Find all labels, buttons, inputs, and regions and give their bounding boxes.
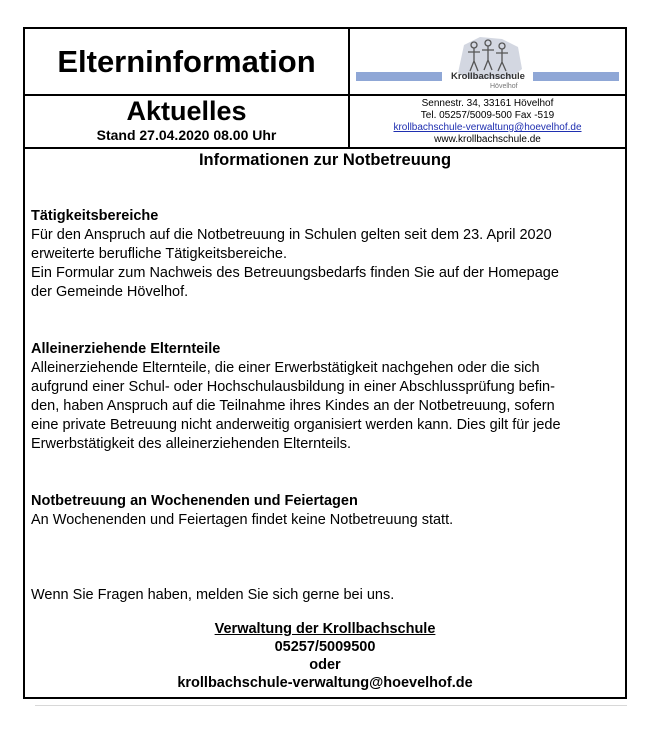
footer-org: Verwaltung der Krollbachschule: [214, 621, 436, 637]
address-email-link[interactable]: krollbachschule-verwaltung@hoevelhof.de: [393, 122, 582, 133]
closing-text: Wenn Sie Fragen haben, melden Sie sich gerne bei uns.: [31, 587, 395, 603]
footer-or: oder: [309, 657, 341, 673]
school-logo: [350, 29, 625, 94]
logo-bar-left: [356, 72, 442, 81]
section-line: der Gemeinde Hövelhof.: [31, 284, 189, 300]
address-block: [350, 98, 625, 146]
section-line: Für den Anspruch auf die Notbetreuung in Schulen gelten seit dem 23. April 2020: [31, 227, 552, 243]
section-line: eine private Betreuung nicht anderweitig organisiert werden kann. Dies gilt für jede: [31, 417, 561, 433]
section-taetigkeitsbereiche: [31, 207, 619, 302]
section-line: erweiterte berufliche Tätigkeitsbereiche.: [31, 246, 288, 262]
address-phone: Tel. 05257/5009-500 Fax -519: [420, 110, 555, 121]
document-sheet: [23, 27, 627, 699]
logo-name: Krollbachschule: [451, 71, 525, 82]
footer-email[interactable]: krollbachschule-verwaltung@hoevelhof.de: [177, 675, 473, 691]
section-wochenenden: [31, 492, 619, 530]
section-title: Tätigkeitsbereiche: [31, 208, 159, 224]
address-street: Sennestr. 34, 33161 Hövelhof: [421, 98, 554, 109]
header-divider-bottom: [25, 147, 625, 149]
date-stamp: Stand 27.04.2020 08.00 Uhr: [96, 127, 277, 143]
section-line: Ein Formular zum Nachweis des Betreuungsbedarfs finden Sie auf der Homepage: [31, 265, 559, 281]
section-line: den, haben Anspruch auf die Teilnahme ihres Kindes an der Notbetreuung, sofern: [31, 398, 555, 414]
section-line: aufgrund einer Schul- oder Hochschulausbildung in einer Abschlussprüfung befin-: [31, 379, 555, 395]
logo-subtitle: Hövelhof: [490, 83, 518, 90]
section-line: An Wochenenden und Feiertagen findet keine Notbetreuung statt.: [31, 512, 454, 528]
heading-block: [25, 96, 348, 147]
section-line: Erwerbstätigkeit des alleinerziehenden Elternteils.: [31, 436, 351, 452]
section-alleinerziehende: [31, 340, 619, 454]
main-title: Informationen zur Notbetreuung: [198, 151, 452, 169]
section-title: Notbetreuung an Wochenenden und Feiertagen: [31, 493, 358, 509]
logo-bar-right: [533, 72, 619, 81]
document-title: Elterninformation: [57, 43, 316, 79]
section-title: Alleinerziehende Elternteile: [31, 341, 221, 357]
page-bottom-rule: [35, 705, 627, 706]
address-website: www.krollbachschule.de: [434, 134, 541, 145]
contact-footer: [31, 620, 619, 692]
section-line: Alleinerziehende Elternteile, die einer Erwerbstätigkeit nachgehen oder die sich: [31, 360, 540, 376]
content-area: [31, 150, 619, 692]
heading-title: Aktuelles: [126, 96, 247, 126]
footer-phone: 05257/5009500: [274, 639, 376, 655]
